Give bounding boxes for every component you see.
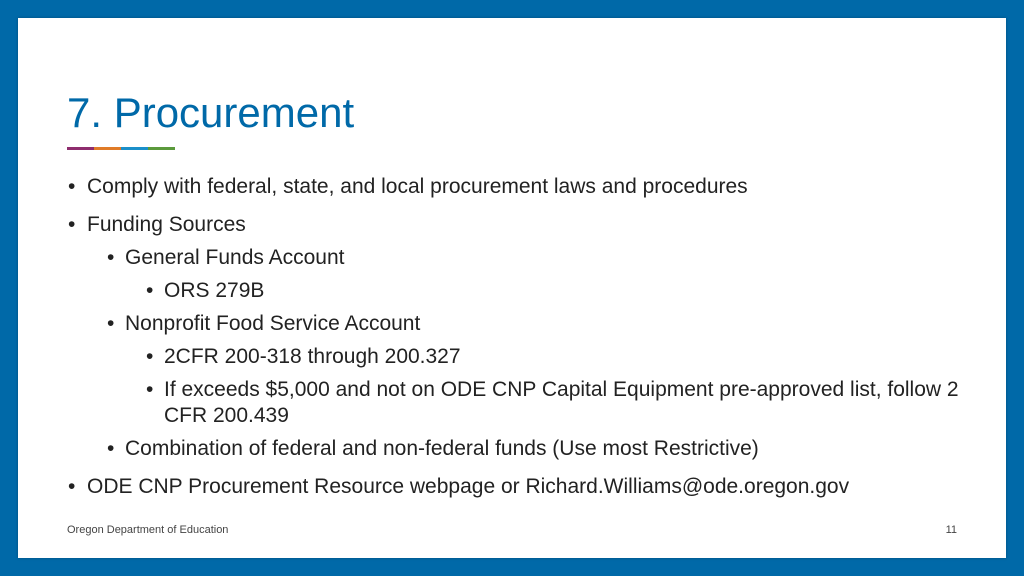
bullet-item xyxy=(18,344,964,370)
bullet-list xyxy=(18,174,1006,500)
bullet-icon: • xyxy=(146,279,154,302)
page-number: 11 xyxy=(945,524,957,536)
bullet-item xyxy=(18,278,964,304)
bullet-text: General Funds Account xyxy=(125,246,345,269)
bullet-text: ODE CNP Procurement Resource webpage or Richard.Williams@ode.oregon.gov xyxy=(87,475,850,498)
slide-title: 7. Procurement xyxy=(67,89,355,136)
accent-segment-1 xyxy=(67,147,94,150)
bullet-item xyxy=(18,174,1006,200)
bullet-text: 2CFR 200-318 through 200.327 xyxy=(164,345,461,368)
bullet-icon: • xyxy=(68,175,76,198)
bullet-item xyxy=(18,436,1006,462)
bullet-icon: • xyxy=(68,475,76,498)
bullet-text: If exceeds $5,000 and not on ODE CNP Capital Equipment pre-approved list, follow 2 CFR 200.439 xyxy=(164,378,959,427)
bullet-icon: • xyxy=(146,378,154,401)
bullet-text: Funding Sources xyxy=(87,213,246,236)
bullet-icon: • xyxy=(107,437,115,460)
accent-segment-4 xyxy=(148,147,175,150)
bullet-icon: • xyxy=(68,213,76,236)
bullet-text: Combination of federal and non-federal funds (Use most Restrictive) xyxy=(125,437,759,460)
slide xyxy=(18,18,1006,558)
accent-segment-3 xyxy=(121,147,148,150)
bullet-item xyxy=(18,311,1006,337)
bullet-item xyxy=(18,474,1006,500)
bullet-icon: • xyxy=(107,312,115,335)
bullet-item xyxy=(18,377,964,429)
bullet-icon: • xyxy=(146,345,154,368)
bullet-item xyxy=(18,212,1006,238)
title-accent-bar xyxy=(67,147,175,150)
bullet-text: Nonprofit Food Service Account xyxy=(125,312,421,335)
accent-segment-2 xyxy=(94,147,121,150)
bullet-text: Comply with federal, state, and local procurement laws and procedures xyxy=(87,175,748,198)
bullet-icon: • xyxy=(107,246,115,269)
footer-organization: Oregon Department of Education xyxy=(67,524,229,536)
bullet-text: ORS 279B xyxy=(164,279,265,302)
bullet-item xyxy=(18,245,1006,271)
